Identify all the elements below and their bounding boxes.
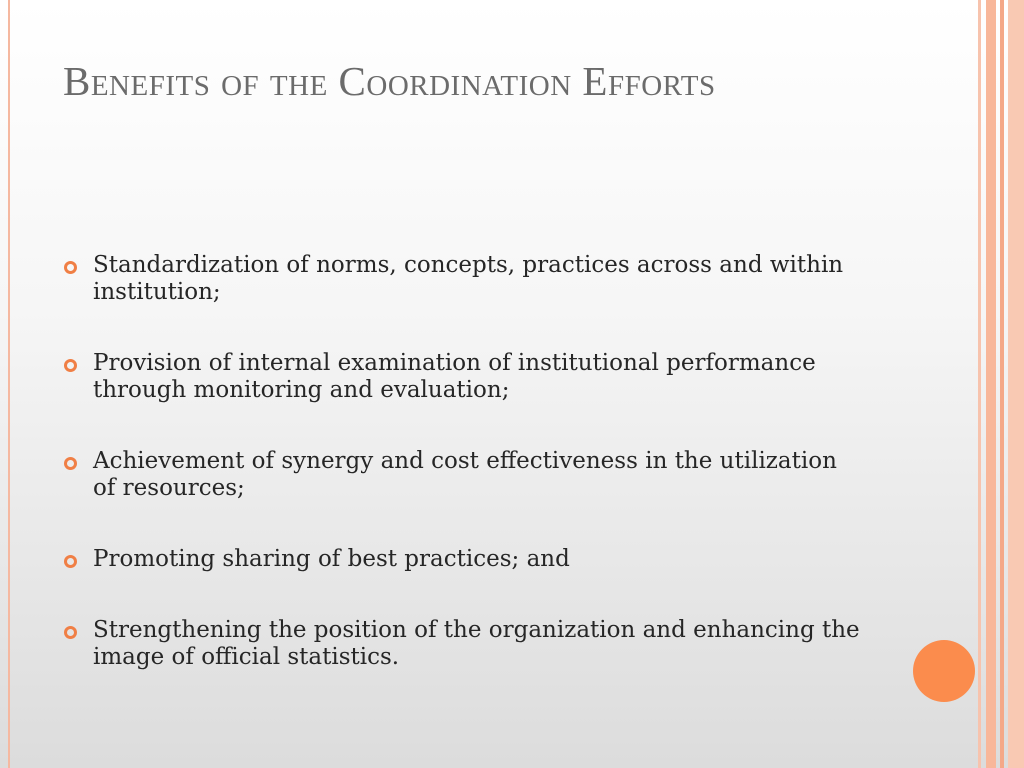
left-border-line — [8, 0, 10, 768]
bullet-item — [63, 350, 863, 404]
bullet-item — [63, 252, 863, 306]
stripe — [1000, 0, 1004, 768]
decorative-circle — [913, 640, 975, 702]
bullet-text: Achievement of synergy and cost effectiveness in the utilization of resources; — [93, 448, 837, 501]
bullet-circle-icon — [64, 555, 77, 568]
bullet-item — [63, 617, 863, 671]
bullet-text: Strengthening the position of the organization and enhancing the image of official statistics. — [93, 617, 860, 670]
bullet-circle-icon — [64, 359, 77, 372]
stripe — [1008, 0, 1024, 768]
stripe — [986, 0, 996, 768]
bullet-text: Standardization of norms, concepts, practices across and within institution; — [93, 252, 844, 305]
stripe — [978, 0, 981, 768]
bullet-circle-icon — [64, 626, 77, 639]
bullet-circle-icon — [64, 261, 77, 274]
bullet-item — [63, 546, 863, 573]
bullet-text: Promoting sharing of best practices; and — [93, 546, 570, 572]
bullet-circle-icon — [64, 457, 77, 470]
bullet-item — [63, 448, 863, 502]
bullet-text: Provision of internal examination of institutional performance through monitoring and evaluation; — [93, 350, 816, 403]
bullet-list — [63, 252, 863, 715]
slide-title: Benefits of the Coordination Efforts — [63, 58, 716, 104]
right-decorative-stripes — [978, 0, 1024, 768]
